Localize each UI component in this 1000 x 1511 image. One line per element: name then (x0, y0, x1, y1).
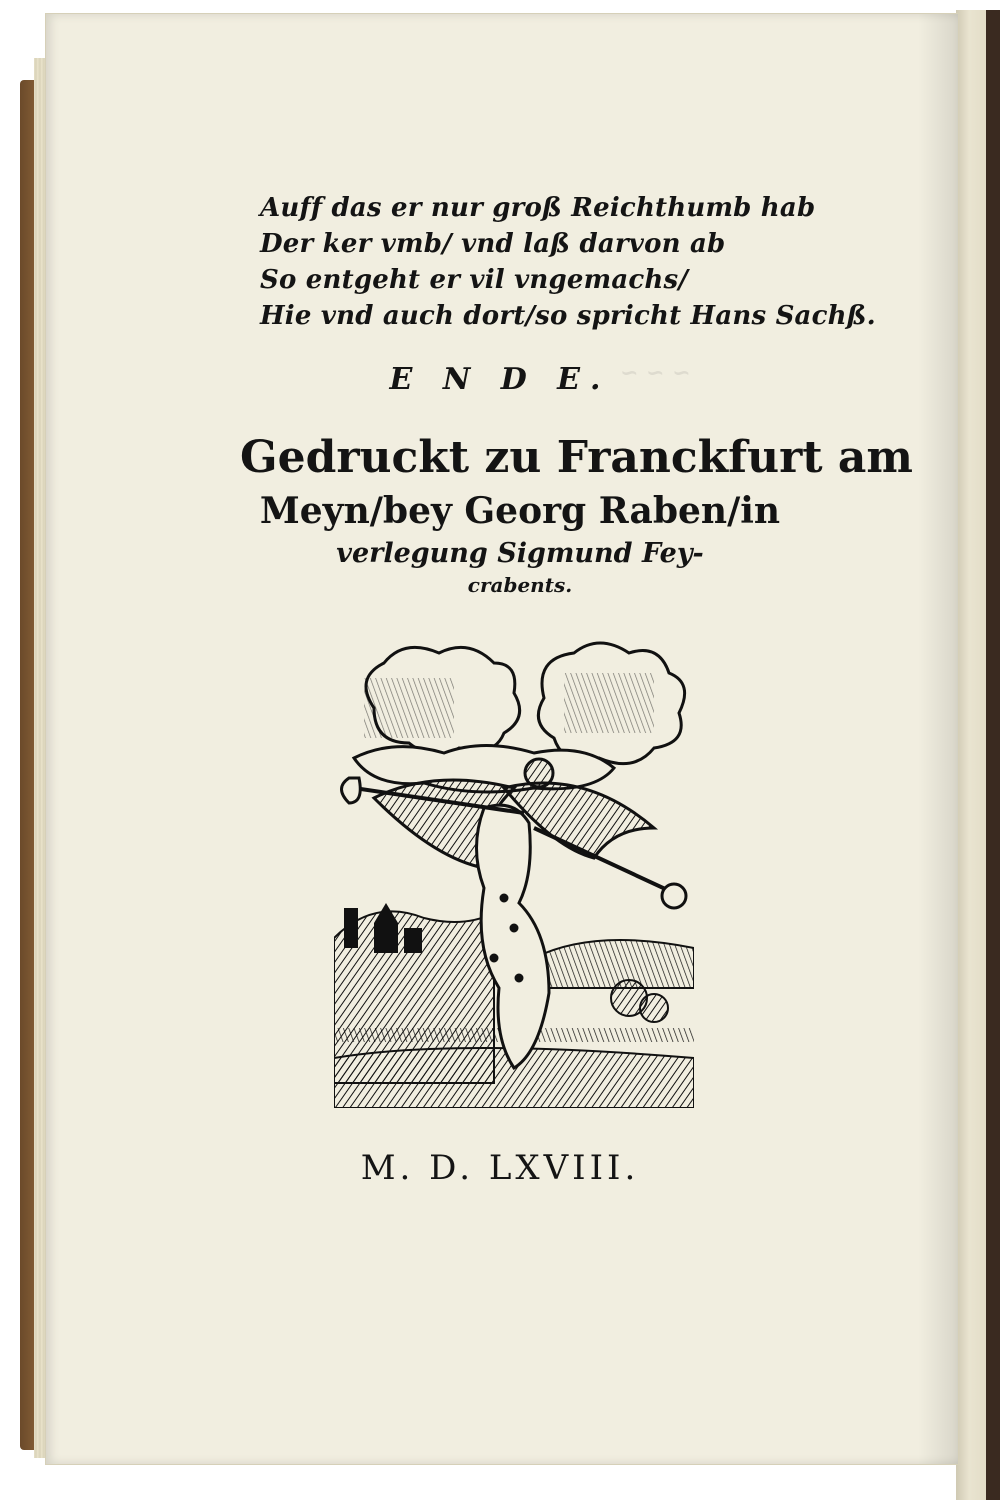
verse-line: Auff das er nur groß Reichthumb hab (260, 193, 816, 223)
verse-line: So entgeht er vil vngemachs/ (260, 265, 689, 295)
colophon-line: Gedruckt zu Franckfurt am (240, 432, 913, 483)
verse-line: Der ker vmb/ vnd laß darvon ab (260, 229, 726, 259)
verse-line: Hie vnd auch dort/so spricht Hans Sachß. (260, 301, 876, 331)
colophon-line: verlegung Sigmund Fey- (336, 538, 704, 569)
colophon-line: Meyn/bey Georg Raben/in (259, 490, 781, 532)
woodcut-illustration (334, 638, 694, 1108)
facing-page-edge (956, 10, 1000, 1500)
ende-heading: E N D E. (389, 362, 611, 397)
colophon (240, 430, 913, 598)
colophon-line: crabents. (467, 573, 573, 597)
imprint-year: M. D. LXVIII. (360, 1148, 640, 1188)
verse-block (260, 190, 876, 334)
show-through: ~ ~ ~ (620, 360, 691, 386)
